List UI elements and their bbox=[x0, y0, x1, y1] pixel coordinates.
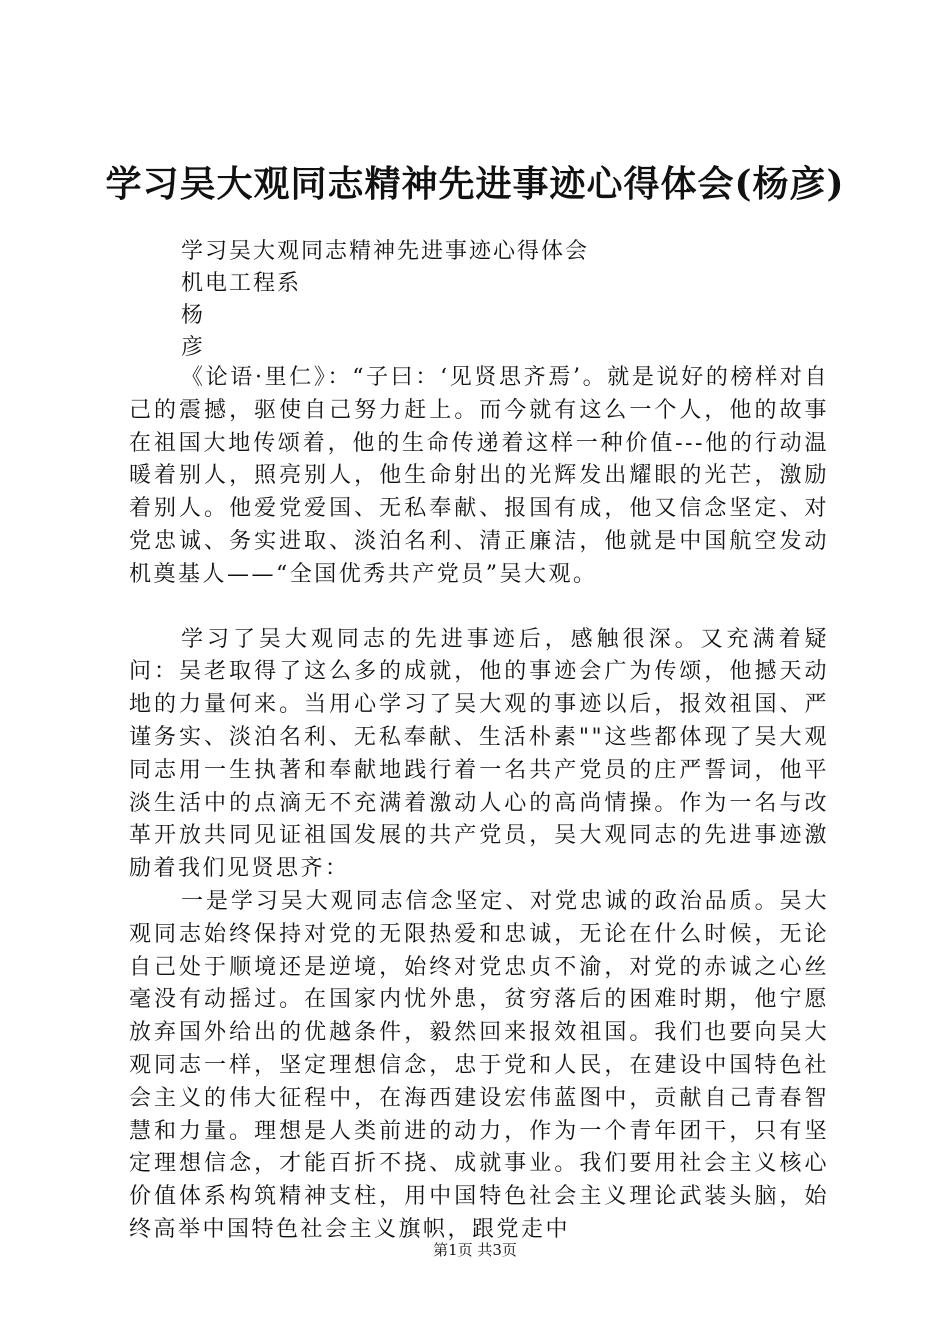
paragraph-spacer bbox=[129, 592, 829, 624]
document-header-block bbox=[181, 236, 589, 364]
paragraph-3: 一是学习吴大观同志信念坚定、对党忠诚的政治品质。吴大观同志始终保持对党的无限热爱和忠诚，无论在什么时候，无论自己处于顺境还是逆境，始终对党忠贞不渝，对党的赤诚之心丝毫没有动摇过。在国家内忧外患，贫穷落后的困难时期，他宁愿放弃国外给出的优越条件，毅然回来报效祖国。我们也要向吴大观同志一样，坚定理想信念，忠于党和人民，在建设中国特色社会主义的伟大征程中，在海西建设宏伟蓝图中，贡献自己青春智慧和力量。理想是人类前进的动力，作为一个青年团干，只有坚定理想信念，才能百折不挠、成就事业。我们要用社会主义核心价值体系构筑精神支柱，用中国特色社会主义理论武装头脑，始终高举中国特色社会主义旗帜，跟党走中 bbox=[129, 888, 829, 1242]
paragraph-2: 学习了吴大观同志的先进事迹后，感触很深。又充满着疑问：吴老取得了这么多的成就，他的事迹会广为传颂，他撼天动地的力量何来。当用心学习了吴大观的事迹以后，报效祖国、严谨务实、淡泊名利、无私奉献、生活朴素""这些都体现了吴大观同志用一生执著和奉献地践行着一名共产党员的庄严誓词，他平淡生活中的点滴无不充满着激动人心的高尚情操。作为一名与改革开放共同见证祖国发展的共产党员，吴大观同志的先进事迹激励着我们见贤思齐： bbox=[129, 626, 829, 882]
document-title: 学习吴大观同志精神先进事迹心得体会(杨彦) bbox=[105, 163, 845, 205]
author-line-2: 彦 bbox=[181, 335, 206, 360]
document-subtitle: 学习吴大观同志精神先进事迹心得体会 bbox=[181, 239, 590, 264]
page-number-footer: 第1页 共3页 bbox=[433, 1241, 517, 1259]
department-line: 机电工程系 bbox=[181, 271, 302, 296]
author-line-1: 杨 bbox=[181, 303, 206, 328]
document-body bbox=[129, 362, 829, 1247]
paragraph-1: 《论语·里仁》：“子曰：‘见贤思齐焉’。就是说好的榜样对自己的震撼，驱使自己努力赶上。而今就有这么一个人，他的故事在祖国大地传颂着，他的生命传递着这样一种价值---他的行动温暖着别人，照亮别人，他生命射出的光辉发出耀眼的光芒，激励着别人。他爱党爱国、无私奉献、报国有成，他又信念坚定、对党忠诚、务实进取、淡泊名利、清正廉洁，他就是中国航空发动机奠基人——“全国优秀共产党员”吴大观。 bbox=[129, 365, 829, 587]
